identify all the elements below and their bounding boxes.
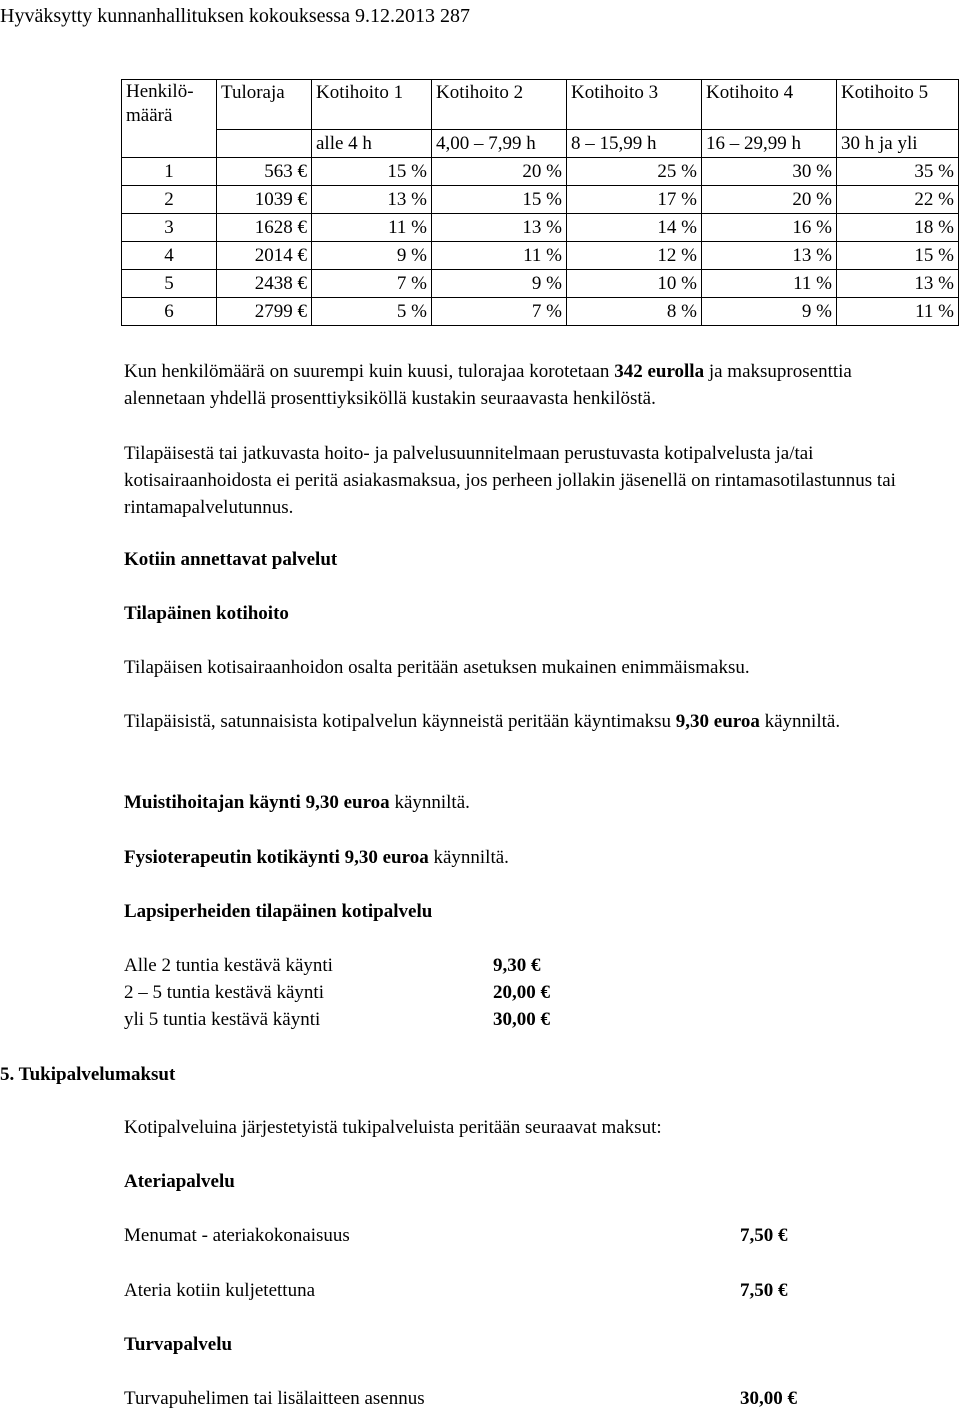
text: käynniltä.	[389, 792, 470, 813]
table-cell: 7 %	[432, 298, 567, 326]
bold-text: 9,30 euroa	[675, 711, 760, 732]
table-cell: 9 %	[702, 298, 837, 326]
table-cell: 1628 €	[217, 214, 312, 242]
visit-label: 2 – 5 tuntia kestävä käynti	[124, 982, 324, 1003]
table-row	[122, 214, 959, 242]
table-cell: 15 %	[312, 158, 432, 186]
table-cell: 30 %	[702, 158, 837, 186]
table-header-row	[122, 80, 959, 130]
table-cell: 15 %	[837, 242, 959, 270]
bold-text: 342 eurolla	[614, 361, 705, 382]
table-row	[122, 186, 959, 214]
visit-price: 30,00 €	[493, 1009, 550, 1030]
table-cell: 15 %	[432, 186, 567, 214]
safety-price: 30,00 €	[740, 1388, 797, 1409]
heading-tilapainen-kotihoito: Tilapäinen kotihoito	[124, 603, 289, 624]
safety-row	[124, 1385, 425, 1412]
heading-ateriapalvelu: Ateriapalvelu	[124, 1171, 235, 1192]
text: Kun henkilömäärä on suurempi kuin kuusi, tulorajaa korotetaan	[124, 361, 615, 382]
visit-price: 20,00 €	[493, 982, 550, 1003]
meal-row	[124, 1277, 315, 1304]
visit-label: yli 5 tuntia kestävä käynti	[124, 1009, 321, 1030]
table-cell: 11 %	[432, 242, 567, 270]
table-cell: 9 %	[312, 242, 432, 270]
text: käynniltä.	[759, 711, 841, 732]
table-cell: 18 %	[837, 214, 959, 242]
table-cell: 2	[122, 186, 217, 214]
table-row	[122, 298, 959, 326]
bold-text: Muistihoitajan käynti 9,30 euroa	[124, 792, 390, 813]
header-cell: Kotihoito 3	[567, 80, 702, 130]
table-cell: 16 %	[702, 214, 837, 242]
table-cell: 25 %	[567, 158, 702, 186]
meal-price: 7,50 €	[740, 1280, 788, 1301]
text: käynniltä.	[428, 847, 509, 868]
table-cell: 7 %	[312, 270, 432, 298]
hours-cell: alle 4 h	[312, 130, 432, 158]
meal-price: 7,50 €	[740, 1225, 788, 1246]
table-cell: 11 %	[702, 270, 837, 298]
header-cell: Kotihoito 1	[312, 80, 432, 130]
text: Tilapäisistä, satunnaisista kotipalvelun käynneistä peritään käyntimaksu	[124, 711, 676, 732]
text: ja maksuprosenttia alennetaan yhdellä prosenttiyksiköllä kustakin seuraavasta henkilöstä.	[124, 361, 852, 409]
hours-cell: 30 h ja yli	[837, 130, 959, 158]
table-cell: 3	[122, 214, 217, 242]
paragraph-kotisairaanhoito: Tilapäisen kotisairaanhoidon osalta peritään asetuksen mukainen enimmäismaksu.	[124, 657, 750, 678]
visit-label: Alle 2 tuntia kestävä käynti	[124, 955, 333, 976]
meal-row	[124, 1222, 350, 1249]
table-cell: 20 %	[432, 158, 567, 186]
paragraph-physio	[124, 844, 924, 871]
table-cell: 2014 €	[217, 242, 312, 270]
table-cell: 563 €	[217, 158, 312, 186]
paragraph-income-limit	[124, 358, 924, 412]
bold-text: Fysioterapeutin kotikäynti 9,30 euroa	[124, 847, 429, 868]
paragraph-memory-nurse	[124, 789, 924, 816]
table-cell: 4	[122, 242, 217, 270]
table-cell: 22 %	[837, 186, 959, 214]
table-cell: 13 %	[312, 186, 432, 214]
hours-cell-empty	[217, 130, 312, 158]
table-row	[122, 242, 959, 270]
table-cell: 13 %	[837, 270, 959, 298]
meal-label: Ateria kotiin kuljetettuna	[124, 1280, 316, 1301]
paragraph-veterans: Tilapäisestä tai jatkuvasta hoito- ja palvelusuunnitelmaan perustuvasta kotipalvelusta ja/tai kotisairaanhoidosta ei peritä asiakasmaksua, jos perheen jollakin jäsenellä on rintamasotilastunnus tai rintamapalvelutunnus.	[124, 443, 896, 518]
table-cell: 20 %	[702, 186, 837, 214]
fee-table	[121, 79, 959, 326]
table-cell: 1	[122, 158, 217, 186]
table-cell: 14 %	[567, 214, 702, 242]
heading-kotiin-annettavat: Kotiin annettavat palvelut	[124, 549, 338, 570]
header-cell: Henkilö-määrä	[122, 80, 217, 158]
visit-price: 9,30 €	[493, 955, 541, 976]
table-cell: 17 %	[567, 186, 702, 214]
table-cell: 12 %	[567, 242, 702, 270]
header-cell: Kotihoito 5	[837, 80, 959, 130]
paragraph-visit-fee	[124, 708, 924, 735]
table-cell: 10 %	[567, 270, 702, 298]
table-row	[122, 270, 959, 298]
hours-cell: 4,00 – 7,99 h	[432, 130, 567, 158]
table-cell: 5	[122, 270, 217, 298]
visit-row	[124, 979, 324, 1006]
table-cell: 11 %	[312, 214, 432, 242]
table-cell: 2799 €	[217, 298, 312, 326]
table-hours-row	[122, 130, 959, 158]
table-cell: 1039 €	[217, 186, 312, 214]
table-cell: 5 %	[312, 298, 432, 326]
table-cell: 2438 €	[217, 270, 312, 298]
hours-cell: 16 – 29,99 h	[702, 130, 837, 158]
table-row	[122, 158, 959, 186]
heading-turvapalvelu: Turvapalvelu	[124, 1334, 233, 1355]
paragraph-support-services: Kotipalveluina järjestetyistä tukipalveluista peritään seuraavat maksut:	[124, 1117, 662, 1138]
fee-table-body	[122, 158, 959, 326]
header-cell: Tuloraja	[217, 80, 312, 130]
table-cell: 9 %	[432, 270, 567, 298]
table-cell: 11 %	[837, 298, 959, 326]
meal-label: Menumat - ateriakokonaisuus	[124, 1225, 350, 1246]
header-cell: Kotihoito 2	[432, 80, 567, 130]
section-heading-5: 5. Tukipalvelumaksut	[0, 1064, 176, 1085]
header-cell: Kotihoito 4	[702, 80, 837, 130]
table-cell: 8 %	[567, 298, 702, 326]
heading-lapsiperheet: Lapsiperheiden tilapäinen kotipalvelu	[124, 901, 433, 922]
table-cell: 6	[122, 298, 217, 326]
visit-row	[124, 952, 333, 979]
table-cell: 13 %	[702, 242, 837, 270]
safety-label: Turvapuhelimen tai lisälaitteen asennus	[124, 1388, 425, 1409]
visit-row	[124, 1006, 320, 1033]
hours-cell: 8 – 15,99 h	[567, 130, 702, 158]
table-cell: 13 %	[432, 214, 567, 242]
page-header: Hyväksytty kunnanhallituksen kokouksessa 9.12.2013 287	[0, 5, 470, 27]
table-cell: 35 %	[837, 158, 959, 186]
